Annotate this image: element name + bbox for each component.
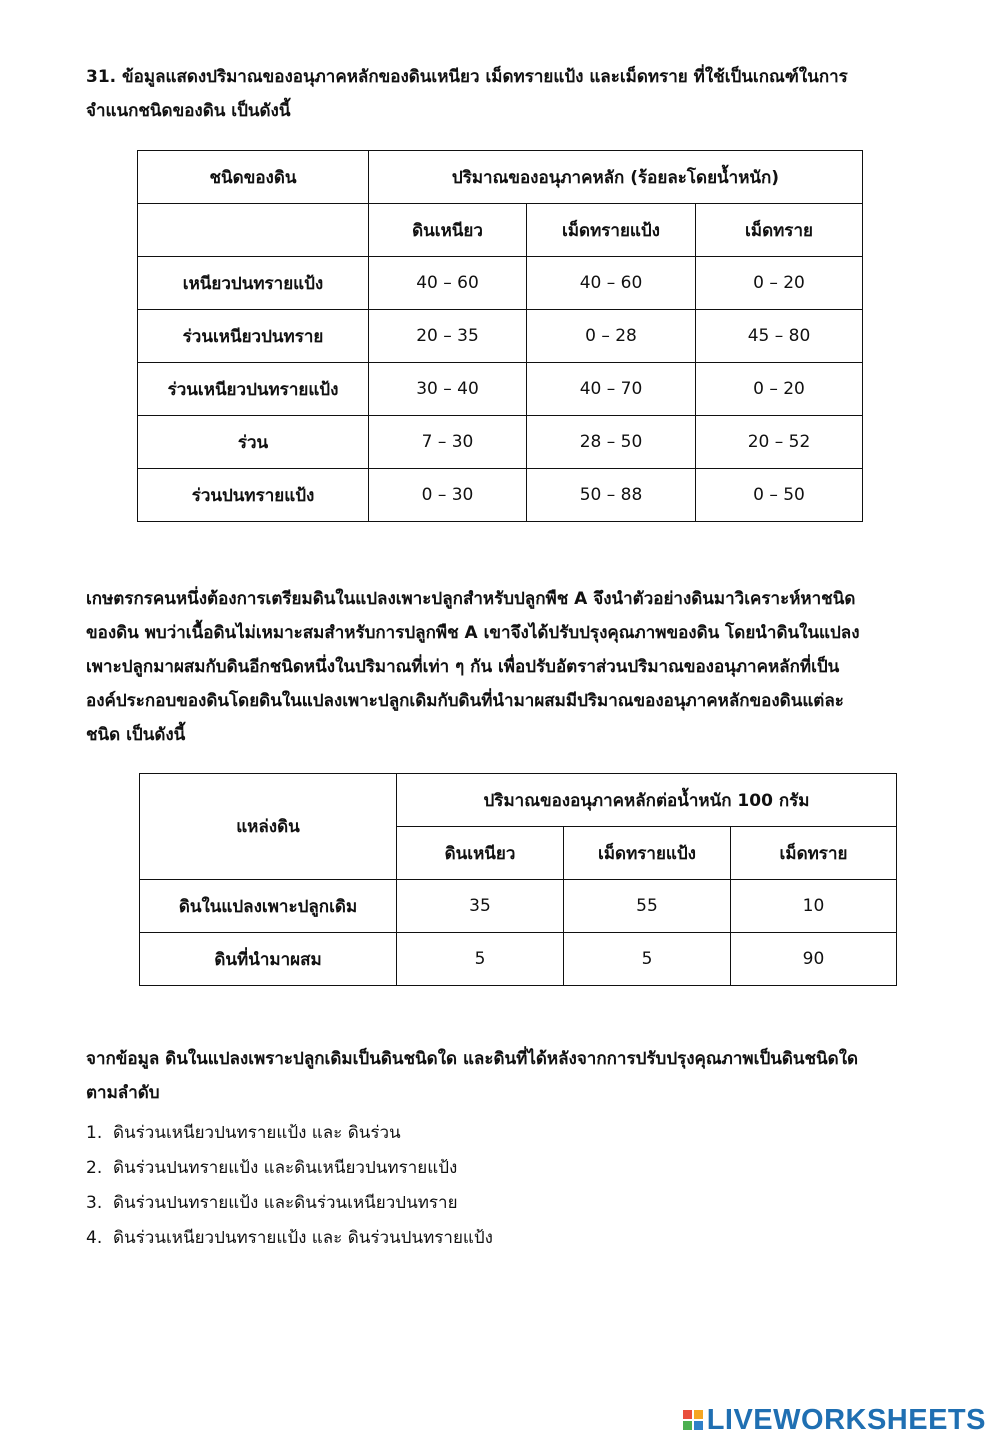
soil-source-table [139, 773, 897, 986]
choice-3[interactable] [86, 1186, 493, 1221]
choice-number: 4. [86, 1228, 103, 1248]
table-row [138, 416, 863, 469]
choice-number: 1. [86, 1123, 103, 1143]
silt-cell: 0 – 28 [527, 310, 696, 363]
clay-cell: 7 – 30 [369, 416, 527, 469]
scenario-line: องค์ประกอบของดินโดยดินในแปลงเพาะปลูกเดิมกับดินที่นำมาผสมมีปริมาณของอนุภาคหลักของดินแต่ละ [86, 691, 844, 711]
table-row [138, 257, 863, 310]
silt-cell: 40 – 70 [527, 363, 696, 416]
table-row [138, 310, 863, 363]
soil-type-cell: ร่วนเหนียวปนทรายแป้ง [138, 363, 369, 416]
ask-line: ตามลำดับ [86, 1083, 160, 1103]
choice-number: 3. [86, 1193, 103, 1213]
clay-cell: 5 [397, 933, 564, 986]
logo-square [694, 1421, 703, 1430]
table-row [138, 363, 863, 416]
subheader-sand: เม็ดทราย [696, 204, 863, 257]
header-empty-cell [138, 204, 369, 257]
choice-text: ดินร่วนปนทรายแป้ง และดินเหนียวปนทรายแป้ง [113, 1158, 458, 1178]
subheader-clay: ดินเหนียว [397, 827, 564, 880]
scenario-line: เกษตรกรคนหนึ่งต้องการเตรียมดินในแปลงเพาะปลูกสำหรับปลูกพืช A จึงนำตัวอย่างดินมาวิเคราะห์หาชนิด [86, 589, 856, 609]
choice-number: 2. [86, 1158, 103, 1178]
header-particle-amount: ปริมาณของอนุภาคหลัก (ร้อยละโดยน้ำหนัก) [369, 151, 863, 204]
choice-4[interactable] [86, 1221, 493, 1256]
logo-squares-icon [683, 1410, 703, 1430]
silt-cell: 40 – 60 [527, 257, 696, 310]
silt-cell: 28 – 50 [527, 416, 696, 469]
scenario-line: ชนิด เป็นดังนี้ [86, 725, 186, 745]
choice-text: ดินร่วนเหนียวปนทรายแป้ง และ ดินร่วนปนทรายแป้ง [113, 1228, 493, 1248]
subheader-silt: เม็ดทรายแป้ง [564, 827, 731, 880]
subheader-silt: เม็ดทรายแป้ง [527, 204, 696, 257]
question-line: 31. ข้อมูลแสดงปริมาณของอนุภาคหลักของดินเหนียว เม็ดทรายแป้ง และเม็ดทราย ที่ใช้เป็นเกณฑ์ในการ [86, 67, 848, 87]
choice-text: ดินร่วนปนทรายแป้ง และดินร่วนเหนียวปนทราย [113, 1193, 458, 1213]
clay-cell: 0 – 30 [369, 469, 527, 522]
clay-cell: 35 [397, 880, 564, 933]
table-row [138, 469, 863, 522]
header-soil-type: ชนิดของดิน [138, 151, 369, 204]
soil-type-cell: ร่วนเหนียวปนทราย [138, 310, 369, 363]
sand-cell: 90 [731, 933, 897, 986]
clay-cell: 40 – 60 [369, 257, 527, 310]
ask-text [86, 1042, 956, 1110]
logo-square [694, 1410, 703, 1419]
question-text [86, 60, 956, 128]
sand-cell: 0 – 20 [696, 363, 863, 416]
logo-text: LIVEWORKSHEETS [706, 1403, 986, 1436]
soil-type-cell: เหนียวปนทรายแป้ง [138, 257, 369, 310]
liveworksheets-logo [683, 1404, 986, 1436]
sand-cell: 0 – 20 [696, 257, 863, 310]
scenario-line: ของดิน พบว่าเนื้อดินไม่เหมาะสมสำหรับการปลูกพืช A เขาจึงได้ปรับปรุงคุณภาพของดิน โดยนำดินในแปลง [86, 623, 860, 643]
choice-text: ดินร่วนเหนียวปนทรายแป้ง และ ดินร่วน [113, 1123, 401, 1143]
soil-source-cell: ดินในแปลงเพาะปลูกเดิม [140, 880, 397, 933]
question-line: จำแนกชนิดของดิน เป็นดังนี้ [86, 101, 291, 121]
clay-cell: 20 – 35 [369, 310, 527, 363]
logo-square [683, 1421, 692, 1430]
soil-source-cell: ดินที่นำมาผสม [140, 933, 397, 986]
choice-2[interactable] [86, 1151, 493, 1186]
soil-type-cell: ร่วน [138, 416, 369, 469]
sand-cell: 10 [731, 880, 897, 933]
logo-square [683, 1410, 692, 1419]
sand-cell: 20 – 52 [696, 416, 863, 469]
soil-classification-table [137, 150, 863, 522]
answer-choices [86, 1116, 493, 1256]
sand-cell: 0 – 50 [696, 469, 863, 522]
scenario-text [86, 582, 956, 752]
header-particle-per-100g: ปริมาณของอนุภาคหลักต่อน้ำหนัก 100 กรัม [397, 774, 897, 827]
silt-cell: 5 [564, 933, 731, 986]
silt-cell: 55 [564, 880, 731, 933]
subheader-clay: ดินเหนียว [369, 204, 527, 257]
ask-line: จากข้อมูล ดินในแปลงเพราะปลูกเดิมเป็นดินชนิดใด และดินที่ได้หลังจากการปรับปรุงคุณภาพเป็นดินชนิดใด [86, 1049, 859, 1069]
silt-cell: 50 – 88 [527, 469, 696, 522]
scenario-line: เพาะปลูกมาผสมกับดินอีกชนิดหนึ่งในปริมาณที่เท่า ๆ กัน เพื่อปรับอัตราส่วนปริมาณของอนุภาคหลักที่เป็น [86, 657, 840, 677]
sand-cell: 45 – 80 [696, 310, 863, 363]
table-row [140, 880, 897, 933]
subheader-sand: เม็ดทราย [731, 827, 897, 880]
clay-cell: 30 – 40 [369, 363, 527, 416]
choice-1[interactable] [86, 1116, 493, 1151]
header-soil-source: แหล่งดิน [140, 774, 397, 880]
table-row [140, 933, 897, 986]
soil-type-cell: ร่วนปนทรายแป้ง [138, 469, 369, 522]
